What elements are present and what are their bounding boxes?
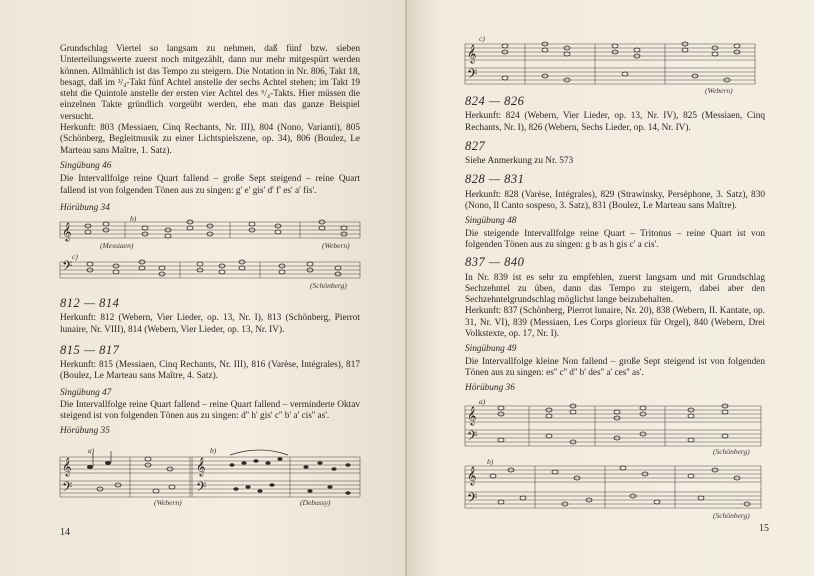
para-837: In Nr. 839 ist es sehr zu empfehlen, zuerst langsam und mit Grundschlag Sechzehntel zu üben, dann das Tempo zu steigern, dabei aber den Sechzehntelgrundschlag möglichst lange beizubehalten. — [465, 272, 765, 306]
hoeruebung-35-label: Hörübung 35 — [60, 425, 110, 436]
singuebung-47-text: Die Intervallfolge reine Quart fallend – reine Quart fallend – verminderte Oktav steigend ist von folgenden Tönen aus zu singen: d'' h' gis' c'' b' a' cis'' as'. — [60, 400, 360, 422]
treble-clef-icon: 𝄞 — [467, 406, 477, 425]
heading-837-840: 837 — 840 — [465, 255, 525, 270]
treble-clef-icon: 𝄞 — [196, 457, 206, 476]
music-example-hoeruebung-36-a — [465, 397, 765, 456]
bass-clef-icon: 𝄢 — [62, 479, 73, 498]
treble-clef-icon: 𝄞 — [62, 457, 72, 476]
singuebung-47-label: Singübung 47 — [60, 387, 112, 398]
label-c: c) — [72, 252, 78, 261]
heading-827: 827 — [465, 138, 486, 153]
music-example-hoeruebung-35 — [60, 447, 362, 507]
bass-clef-icon: 𝄢 — [467, 66, 478, 85]
singuebung-46-label: Singübung 46 — [60, 160, 112, 171]
singuebung-48-label: Singübung 48 — [465, 216, 517, 227]
label-b: b) — [487, 457, 494, 466]
label-schoenberg: (Schönberg) — [310, 281, 347, 290]
herkunft-803: Herkunft: 803 (Messiaen, Cinq Rechants, Nr. III), 804 (Nono, Varianti), 805 (Schönberg, Begleitmusik zu einer Lichtspielszene, op. 34), 806 (Boulez, Le Marteau sans Maître, 1. Satz). — [60, 123, 360, 156]
intro-paragraph: Grundschlag Viertel so langsam zu nehmen, daß fünf bzw. sieben Unterteilungswerte zuerst noch mitgezählt, dann nur mehr mitgespürt werden können. Allmählich ist das Tempo zu steigern. Die Notation in Nr. 806, Takt 18, besagt, daß im ³/₄-Takt fünf Achtel anstelle der sechs Achtel stehen; im Takt 19 steht die Quintole anstelle der ersten vier Achtel des ⁵/₄-Takts. Hier müssen die einzelnen Takte gründlich vorgeübt werden, ehe man das ganze Beispiel versucht. — [60, 44, 360, 122]
bass-clef-icon: 𝄢 — [196, 479, 207, 498]
herkunft-824: Herkunft: 824 (Webern, Vier Lieder, op. 13, Nr. IV), 825 (Messiaen, Cinq Rechants, Nr. I), 826 (Webern, Sechs Lieder, op. 14, Nr. IV). — [465, 111, 765, 133]
label-schoenberg: (Schönberg) — [713, 511, 750, 520]
bass-clef-icon: 𝄢 — [467, 490, 478, 509]
heading-812-814: 812 — 814 — [60, 296, 120, 310]
label-debussy: (Debussy) — [300, 498, 331, 507]
right-page — [407, 0, 814, 576]
label-b: b) — [210, 446, 217, 455]
hoeruebung-36-label: Hörübung 36 — [465, 383, 515, 394]
heading-828-831: 828 — 831 — [465, 172, 525, 187]
herkunft-812: Herkunft: 812 (Webern, Vier Lieder, op. 13, Nr. I), 813 (Schönberg, Pierrot lunaire, Nr. VIII), 814 (Webern, Vier Lieder, op. 13, Nr. IV). — [60, 313, 360, 335]
page-number-left: 14 — [60, 527, 70, 538]
label-c: c) — [479, 34, 485, 43]
music-example-hoeruebung-36-b — [465, 458, 765, 542]
singuebung-46-text: Die Intervallfolge reine Quart fallend – große Sept steigend – reine Quart fallend ist von folgenden Tönen aus zu singen: g' e' gis' d' f' es' a' fis'. — [60, 174, 360, 196]
left-text-block-2 — [60, 298, 360, 437]
label-webern: (Webern) — [322, 241, 350, 250]
music-example-hoeruebung-34 — [60, 212, 362, 296]
label-webern: (Webern) — [154, 498, 182, 507]
treble-clef-icon: 𝄞 — [467, 466, 477, 485]
label-webern: (Webern) — [705, 86, 733, 95]
label-schoenberg: (Schönberg) — [713, 447, 750, 456]
hoeruebung-34-label: Hörübung 34 — [60, 202, 110, 213]
bass-clef-icon: 𝄢 — [467, 428, 478, 447]
singuebung-48-text: Die steigende Intervallfolge reine Quart – Tritonus – reine Quart ist von folgenden Tönen aus zu singen: g b as h gis c' a cis'. — [465, 228, 765, 250]
bass-clef-icon: 𝄢 — [62, 258, 73, 277]
text-827: Siehe Anmerkung zu Nr. 573 — [465, 156, 574, 167]
label-messiaen: (Messiaen) — [100, 241, 134, 250]
herkunft-837: Herkunft: 837 (Schönberg, Pierrot lunaire, Nr. 20), 838 (Webern, II. Kantate, op. 31, Nr. VI), 839 (Messiaen, Les Corps glorieux für Orgel), 840 (Webern, Drei Volkstexte, op. 17, Nr. I). — [465, 306, 765, 340]
notes-a — [87, 451, 175, 493]
singuebung-49-text: Die Intervallfolge kleine Non fallend – große Sept steigend ist von folgenden Tönen aus zu singen: es'' c'' d'' b' des'' a' ces'' as'. — [465, 356, 765, 378]
music-example-top — [465, 36, 765, 94]
label-a: a) — [88, 446, 95, 455]
herkunft-815: Herkunft: 815 (Messiaen, Cinq Rechants, Nr. III), 816 (Varèse, Intégrales), 817 (Boulez, Le Marteau sans Maître, 4. Satz). — [60, 360, 360, 382]
right-text-block-1 — [465, 96, 765, 395]
singuebung-49-label: Singübung 49 — [465, 344, 517, 355]
page-number-right: 15 — [759, 523, 769, 534]
heading-815-817: 815 — 817 — [60, 342, 120, 357]
label-b: b) — [130, 214, 137, 223]
herkunft-828: Herkunft: 828 (Varèse, Intégrales), 829 (Strawinsky, Perséphone, 3. Satz), 830 (Nono, Il Canto sospeso, 3. Satz), 831 (Boulez, Le Marteau sans Maître). — [465, 189, 765, 212]
treble-clef-icon: 𝄞 — [62, 222, 72, 241]
left-text-block-1 — [60, 44, 360, 214]
treble-clef-icon: 𝄞 — [467, 44, 477, 63]
heading-824-826: 824 — 826 — [465, 94, 525, 108]
label-a: a) — [479, 397, 486, 406]
